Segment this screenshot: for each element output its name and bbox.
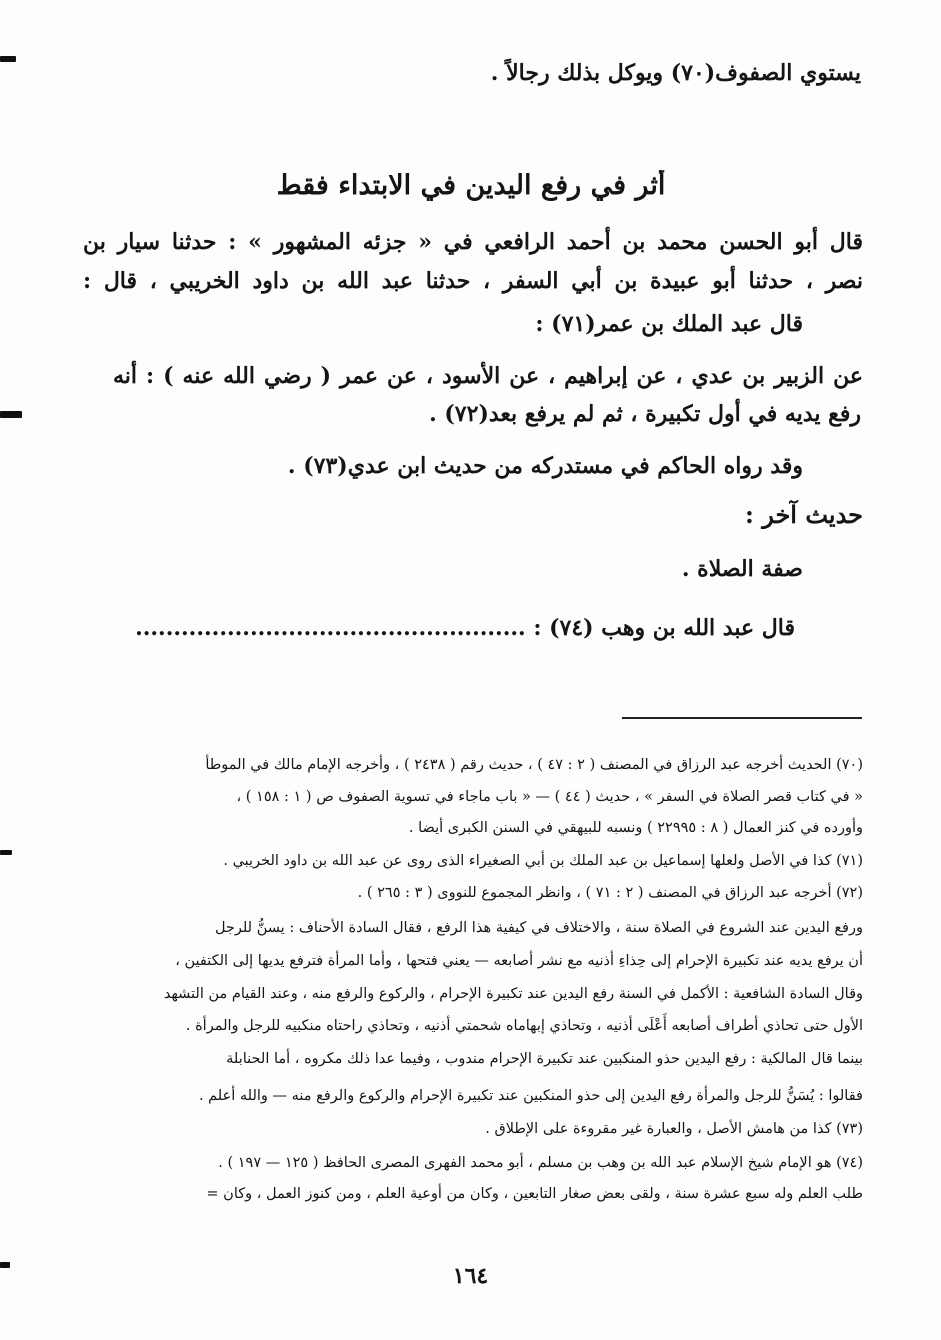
top-line: يستوي الصفوف(٧٠) ويوكل بذلك رجالاً . [490,60,861,86]
footnote-line: (٧٢) أخرجه عبد الرزاق في المصنف ( ٢ : ٧١ ) ، وانظر المجموع للنووى ( ٣ : ٢٦٥ ) . [357,885,863,901]
footnote-line: (٧٣) كذا من هامش الأصل ، والعبارة غير مقروءة على الإطلاق . [485,1121,863,1137]
body-line: وقد رواه الحاكم في مستدركه من حديث ابن عدي(٧٣) . [287,453,803,479]
scan-edge-mark [0,411,22,418]
section-label: صفة الصلاة . [681,556,803,582]
scan-edge-mark [0,56,16,62]
footnote-line: وقال السادة الشافعية : الأكمل في السنة رفع اليدين عند تكبيرة الإحرام ، والركوع والرفع منه ، وعند القيام من التشهد [163,986,863,1002]
quote-line: قال عبد الله بن وهب (٧٤) : ................................................... [135,615,795,641]
footnote-line: (٧٤) هو الإمام شيخ الإسلام عبد الله بن وهب بن مسلم ، أبو محمد الفهرى المصرى الحافظ ( ١٢٥ — ١٩٧ ) . [218,1155,863,1171]
body-line: عن الزبير بن عدي ، عن إبراهيم ، عن الأسود ، عن عمر ( رضي الله عنه ) : أنه [113,363,863,389]
footnote-line: بينما قال المالكية : رفع اليدين حذو المنكبين عند تكبيرة الإحرام مندوب ، وفيما عدا ذلك مكروه ، أما الحنابلة [226,1051,863,1067]
footnote-line: طلب العلم وله سبع عشرة سنة ، ولقى بعض صغار التابعين ، وكان من أوعية العلم ، ومن كنوز العمل ، وكان = [206,1186,863,1202]
scan-edge-mark [0,850,12,855]
footnote-line: أن يرفع يديه عند تكبيرة الإحرام إلى حِذاءِ أذنيه مع نشر أصابعه — يعني فتحها ، وأما المرأة فترفع يديها إلى الكتفين ، [175,953,863,969]
body-line: رفع يديه في أول تكبيرة ، ثم لم يرفع بعد(٧٢) . [429,401,861,427]
footnote-line: « في كتاب قصر الصلاة في السفر » ، حديث ( ٤٤ ) — « باب ماجاء في تسوية الصفوف ص ( ١ : ١٥٨ ) ، [236,789,863,805]
footnote-line: ورفع اليدين عند الشروع في الصلاة سنة ، والاختلاف في كيفية هذا الرفع ، فقال السادة الأحناف : يسنُّ للرجل [214,920,863,936]
body-line: قال أبو الحسن محمد بن أحمد الرافعي في « جزئه المشهور » : حدثنا سيار بن [83,229,863,255]
body-line: قال عبد الملك بن عمر(٧١) : [535,311,803,337]
footnote-line: فقالوا : يُسَنُّ للرجل والمرأة رفع اليدين إلى حذو المنكبين عند تكبيرة الإحرام والركوع والرفع منه — والله أعلم . [198,1088,863,1104]
subheading: حديث آخر : [745,500,863,529]
section-heading: أثر في رفع اليدين في الابتداء فقط [276,170,666,201]
body-line: نصر ، حدثنا أبو عبيدة بن أبي السفر ، حدثنا عبد الله بن داود الخريبي ، قال : [83,268,863,294]
footnote-line: (٧١) كذا في الأصل ولعلها إسماعيل بن عبد الملك بن أبي الصغيراء الذى روى عن عبد الله بن داود الخريبي . [223,853,863,869]
footnote-line: وأورده في كنز العمال ( ٨ : ٢٢٩٩٥ ) ونسبه للبيهقي في السنن الكبرى أيضا . [408,820,863,836]
footnote-line: الأول حتى تحاذي أطراف أصابعه أَعْلَى أذنيه ، وتحاذي إبهاماه شحمتي أذنيه ، وتحاذي راحتاه منكبيه للرجل والمرأة . [185,1018,863,1034]
footnote-separator [622,717,862,719]
footnote-line: (٧٠) الحديث أخرجه عبد الرزاق في المصنف ( ٢ : ٤٧ ) ، حديث رقم ( ٢٤٣٨ ) ، وأخرجه الإمام مالك في الموطأ [205,757,863,773]
page-number: ١٦٤ [452,1263,489,1289]
